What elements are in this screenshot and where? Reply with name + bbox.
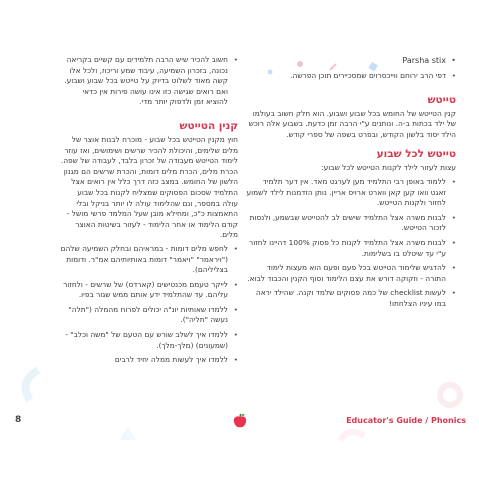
list-item: • ללמוד באופן רבי התלמיד מען לערגט מאד. אין דער תלמיד זאגט וואו קען קאן ווארט ארויס אריין. נותן הזדמנות לילד לשמוע לחזור ולקנות הטייטש. <box>246 177 456 209</box>
page-number: 8 <box>15 415 22 425</box>
list-item: • לחפש מלים דומות - במראיהם ובחלק השמיעה שלהם ("ויראמר" "ויאמר" דומות באותיותיהם אמ"ר. ודומות בצליליהם). <box>60 244 238 276</box>
tips-list <box>246 177 456 310</box>
list-item: • לייקר טעמם מכנטישים (קארדס) של שרשים - ולחזור עליהם. עד שהתלמיד ידע אותם ממש שגור בפיו. <box>60 280 238 301</box>
footer-title: Educator's Guide / Phonics <box>346 416 466 425</box>
brand-item: • Parsha stix <box>246 55 456 67</box>
intro-list <box>60 55 238 108</box>
section-body-taytsh: קנין הטייטש של החומש בכל שבוע ושבוע. הוא חלק חשוב בעולמו של ילד בכתות ב-ה. ונותנים ע"י הרבה זמן כדעת. בשבוע אלה רוכש הילד יסוד בלשון הקודש, ובפרט בשפה של ספרי קודש. <box>248 108 456 139</box>
list-item: • חשוב להכיר שיש הרבה תלמידים עם קשיים בקריאה נכונה, בזכרון השמיעה, עיבוד שמע וריכוז, ולכל אלו קשה מאוד לשלוט בדיוק על טייטש בכל שבוע ושבוע. ואם רואים שגישה כזו אינו עושה פירות אין כדאי להוציא זמן ולדפוק יותר מדי. <box>60 55 238 108</box>
brand-list <box>246 55 456 82</box>
section-intro-weekly: עצות לעזור לילד לקנות הטייטש לכל שבוע: <box>321 163 456 173</box>
section-heading-vocab: קנין הטייטש <box>179 119 238 132</box>
right-column <box>246 55 456 314</box>
brand-item: • דפי הרב ירוחם ווייכסרוים שמסכיירים תוכן הפרשה. <box>246 71 456 82</box>
page-footer <box>0 415 479 435</box>
list-item: • להדגיש שלימוד הטייטש בכל פעם ופעם הוא מעצות לימוד התורה - וזקוקה דורש את עצם הלימוד וסוף הקנין והכבוד לבוא. <box>246 263 456 284</box>
list-item: • ללמדו שאותיות יונ"ה יכולים לפרוח מהמלה ("תלה" נעשה "תליה"). <box>60 305 238 326</box>
section-body-vocab: חוץ מקנין הטייטש בכל שבוע - מוכרח לבנות אוצר של מלים שלימים, והיכולת להכיר שרשים ושימושים, ואז עוזר לימוד הטייטש מעבודה של זכרון בלבד, לעבודה של שפה. הכרת מלים, הכרת מלים דומות, והכרת שרשים הם מגנון הלשון של החומש. במצב כזה דרך כלל אין רואים אצל התלמיד שסכום הפסוקים שמצליח לקנות בכל שבוע עולה במספר, ונם שהלימוד עולה לו יותר בניקל ובלי התאמצות כ"כ, ומחילא מובן שעל המלמד פרשי מושל - קודם הלימוד או אחר הלימוד - לעזור בשיטות האוצר מלים. <box>60 134 238 240</box>
list-item: • ללמדו איך לעשות ממלה יחיד לרבים <box>60 355 238 366</box>
left-column <box>60 55 238 370</box>
list-item: • לבנות משרה אצל התלמיד שישים לב להטייטש שבשמע, ולנסות לזכור הטייטש. <box>246 213 456 234</box>
list-item: • לעשות checklist של כמה פסוקים שלמד וקנה. שהילד יראה במו עיניו הצלחתו! <box>246 288 456 309</box>
apple-icon <box>233 413 247 429</box>
list-item: • ללמדו איך לשלב שורש עם הטעם של "משה וכלב" - (שמעונים) (מלך-מלך). <box>60 330 238 351</box>
section-heading-taytsh: טייטש <box>427 93 456 106</box>
list-item: • לבנות משרה אצל התלמיד לקנות כל פסוק 100% דהיינו לחזור ע"י עד שיטלט בו בשלימות. <box>246 238 456 259</box>
vocab-tips-list <box>60 244 238 366</box>
section-heading-weekly: טייטש לכל שבוע <box>376 148 456 161</box>
